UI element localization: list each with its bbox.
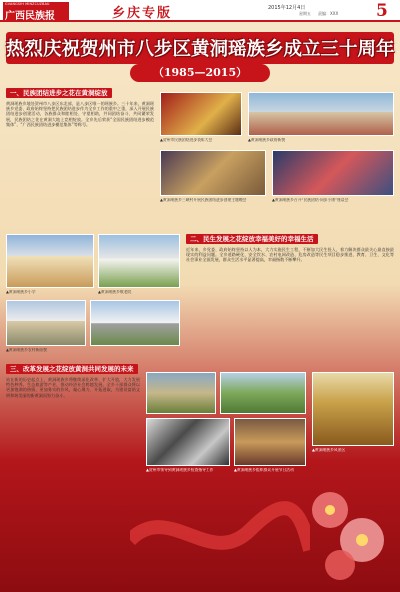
logo-name: 广西民族报: [5, 11, 55, 22]
photo-ceremony: [160, 92, 242, 136]
photo-school: [6, 234, 94, 288]
section-2-title: 二、民生发展之花绽放幸福美好的幸福生活: [186, 234, 318, 244]
section-title: 乡庆专版: [112, 6, 173, 21]
newspaper-logo: [3, 2, 69, 20]
page-number: 5: [376, 1, 388, 21]
issue-date: 2015年12月4日: [268, 5, 306, 11]
section-3-title: 三、改革发展之花绽放黄洞共同发展的未来: [6, 364, 138, 374]
caption-5: ▲黄洞瑶族乡小学: [6, 290, 36, 294]
caption-8: ▲贺州市领导到黄洞瑶族乡检查指导工作: [146, 468, 214, 472]
photo-evening-gala: [160, 150, 266, 196]
caption-1: ▲贺州市民族团结进步表彰大会: [160, 138, 213, 142]
section-1-text: 黄洞瑶族乡地处贺州市八步区东北部，是八步区唯一的瑶族乡。三十年来，黄洞瑶族乡党委、政府始终坚持把民族团结进步作为全乡工作的重中之重，深入开展民族团结进步创建活动，各族群众和睦相处、守望相助，共同团结奋斗、共同繁荣发展，民族团结之花在黄洞大地上竞相绽放。全乡先后荣获“全国民族团结进步模范集体”、“广西民族团结进步模范集体”等称号。: [6, 101, 154, 127]
caption-3: ▲黄洞瑶族乡三峡村开展民族团结进步创建主题晚会: [160, 198, 247, 202]
caption-6: ▲黄洞瑶族乡敬老院: [98, 290, 132, 294]
caption-10: ▲黄洞瑶族乡风景区: [312, 448, 346, 452]
caption-2: ▲黄洞瑶族乡政府新貌: [248, 138, 286, 142]
decorative-silk-ribbon: [130, 480, 310, 580]
issue-editor: 责编：XXX: [318, 11, 339, 16]
photo-scenic-tower: [312, 372, 394, 446]
decorative-flowers: [300, 470, 396, 588]
photo-mountain-road: [220, 372, 306, 414]
section-1-title: 一、民族团结进步之花在黄洞绽放: [6, 88, 112, 98]
photo-village-1: [6, 300, 86, 346]
photo-village-2: [90, 300, 180, 346]
photo-township-building: [248, 92, 394, 136]
subhead: （1985—2015）: [130, 64, 270, 82]
masthead: [0, 0, 400, 22]
photo-inspection: [146, 418, 230, 466]
photo-nursing-home: [98, 234, 180, 288]
issue-weekday: 星期五: [299, 11, 311, 16]
photo-festival: [234, 418, 306, 466]
photo-forum: [272, 150, 394, 196]
section-2-text: 近年来，乡党委、政府始终坚持以人为本，大力实施民生工程，不断加大民生投入，着力解决群众最关心最直接最现实的利益问题。全乡道路硬化、安全饮水、农村电网改造、危房改造等民生项目稳步推进，教育、卫生、文化等社会事业全面发展，群众生活水平显著提高，幸福指数不断攀升。: [186, 247, 394, 263]
caption-7: ▲黄洞瑶族乡农村新面貌: [6, 348, 47, 352]
photo-river: [146, 372, 216, 414]
headline: 热烈庆祝贺州市八步区黄洞瑶族乡成立三十周年: [6, 32, 394, 64]
logo-pinyin: GVANGSIH MINZCUZBAU: [5, 2, 50, 6]
section-3-text: 站在新的历史起点上，黄洞瑶族乡将继续深化改革、扩大开放，大力发展特色种养、生态旅游等产业，推动经济社会跨越发展。全乡干部群众将以更加饱满的热情、更加务实的作风，凝心聚力、开拓进取，为建设富裕文明和谐美丽的新黄洞而努力奋斗。: [6, 377, 140, 398]
caption-4: ▲黄洞瑶族乡召开“民族团结·同步小康”座谈会: [272, 198, 349, 202]
caption-9: ▲黄洞瑶族乡组织群众开展节日活动: [234, 468, 294, 472]
